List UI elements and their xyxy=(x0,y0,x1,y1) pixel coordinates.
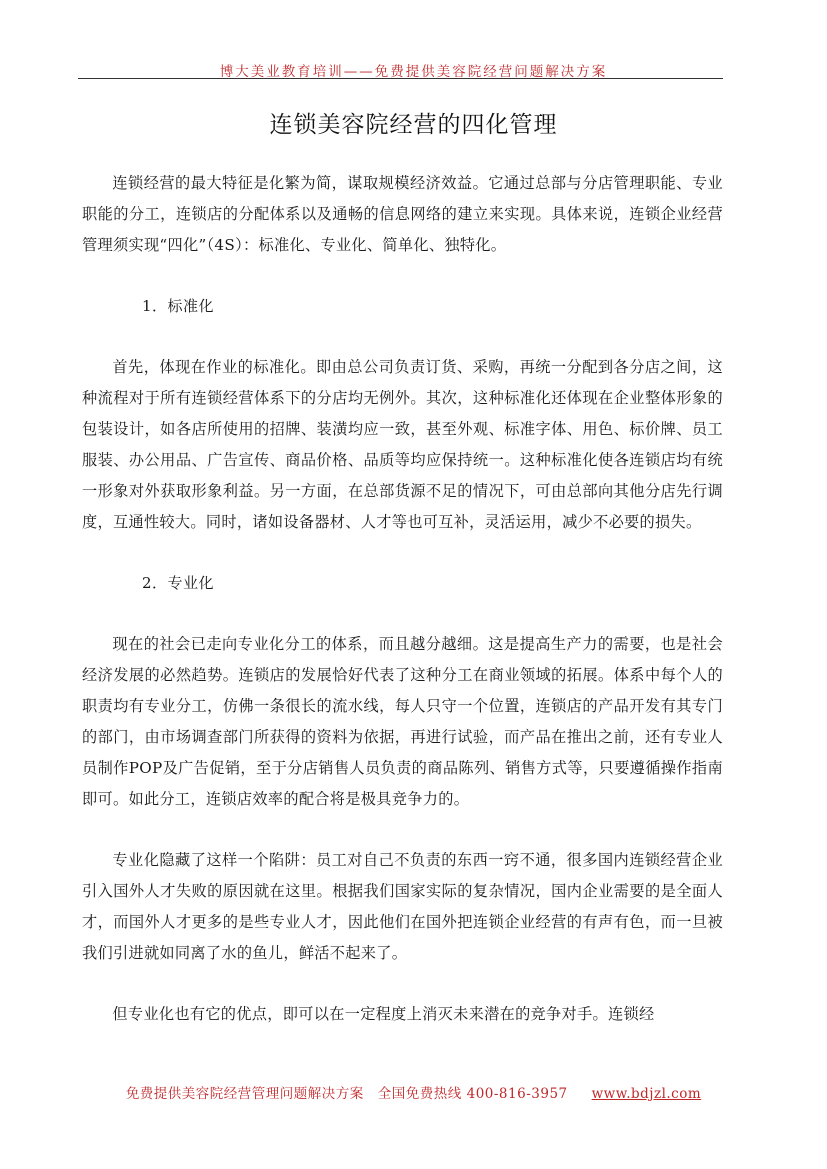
section-heading-specialization: 2．专业化 xyxy=(142,574,215,592)
section2-paragraph-2: 专业化隐藏了这样一个陷阱：员工对自己不负责的东西一窍不通，很多国内连锁经营企业引入国外人才失败的原因就在这里。根据我们国家实际的复杂情况，国内企业需要的是全面人才，而国外人才更多的是些专业人才，因此他们在国外把连锁企业经营的有声有色，而一旦被我们引进就如同离了水的鱼儿，鲜活不起来了。 xyxy=(82,851,723,962)
document-title: 连锁美容院经营的四化管理 xyxy=(269,112,558,138)
section1-paragraph: 首先，体现在作业的标准化。即由总公司负责订货、采购，再统一分配到各分店之间，这种流程对于所有连锁经营体系下的分店均无例外。其次，这种标准化还体现在企业整体形象的包装设计，如各店所使用的招牌、装潢均应一致，甚至外观、标准字体、用色、标价牌、员工服装、办公用品、广告宣传、商品价格、品质等均应保持统一。这种标准化使各连锁店均有统一形象对外获取形象利益。另一方面，在总部货源不足的情况下，可由总部向其他分店先行调度，互通性较大。同时，诸如设备器材、人才等也可互补，灵活运用，减少不必要的损失。 xyxy=(82,358,723,531)
footer xyxy=(0,1082,827,1102)
intro-paragraph: 连锁经营的最大特征是化繁为简，谋取规模经济效益。它通过总部与分店管理职能、专业职能的分工，连锁店的分配体系以及通畅的信息网络的建立来实现。具体来说，连锁企业经营管理须实现“四化”（4S）：标准化、专业化、简单化、独特化。 xyxy=(82,174,723,254)
document-body xyxy=(82,168,723,1030)
footer-website-link[interactable]: www.bdjzl.com xyxy=(591,1086,702,1102)
footer-text: 免费提供美容院经营管理问题解决方案 全国免费热线 400-816-3957 xyxy=(125,1086,568,1102)
section2-paragraph-3: 但专业化也有它的优点，即可以在一定程度上消灭未来潜在的竞争对手。连锁经 xyxy=(112,1005,655,1023)
section2-paragraph-1: 现在的社会已走向专业化分工的体系，而且越分越细。这是提高生产力的需要，也是社会经济发展的必然趋势。连锁店的发展恰好代表了这种分工在商业领域的拓展。体系中每个人的职责均有专业分工，仿佛一条很长的流水线，每人只守一个位置，连锁店的产品开发有其专门的部门，由市场调查部门所获得的资料为依据，再进行试验，而产品在推出之前，还有专业人员制作POP及广告促销，至于分店销售人员负责的商品陈列、销售方式等，只要遵循操作指南即可。如此分工，连锁店效率的配合将是极具竞争力的。 xyxy=(82,635,723,808)
header-divider xyxy=(78,78,723,79)
header-banner: 博大美业教育培训——免费提供美容院经营问题解决方案 xyxy=(219,64,608,80)
section-heading-standardization: 1．标准化 xyxy=(142,297,215,315)
